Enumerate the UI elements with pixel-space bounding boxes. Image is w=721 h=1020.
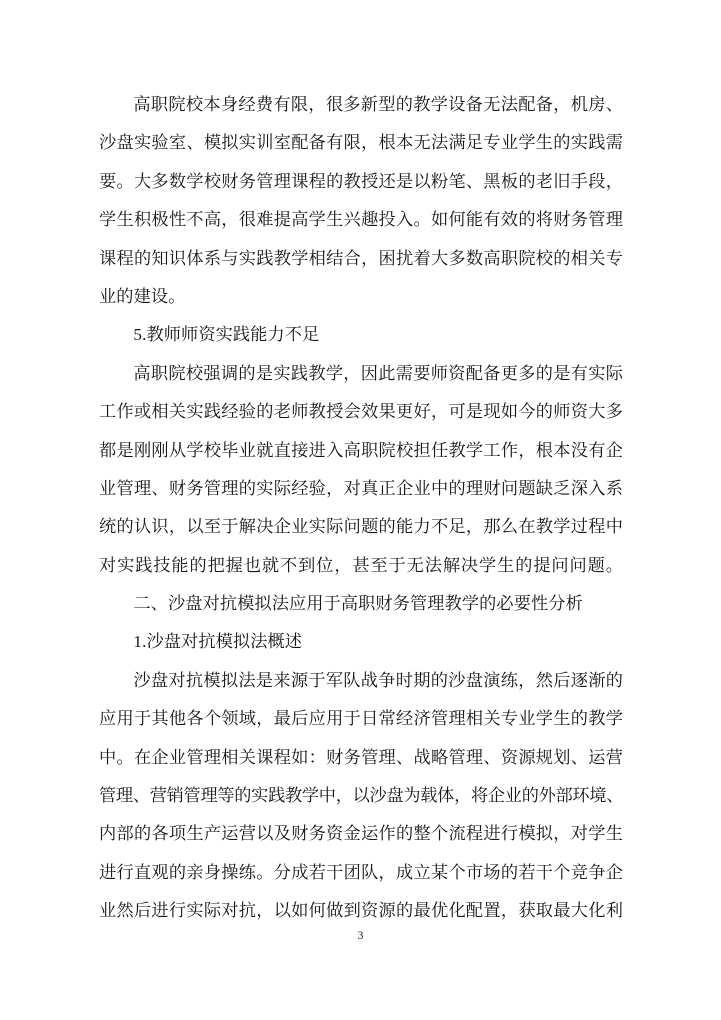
heading-line: 5.教师师资实践能力不足 bbox=[133, 325, 320, 345]
body-text-line: 业然后进行实际对抗，以如何做到资源的最优化配置，获取最大化利 bbox=[99, 901, 623, 921]
body-text-line: 业的建设。 bbox=[99, 286, 186, 306]
heading-line: 1.沙盘对抗模拟法概述 bbox=[133, 632, 303, 652]
body-text-line: 管理、营销管理等的实践教学中，以沙盘为载体，将企业的外部环境、 bbox=[99, 786, 623, 806]
body-text-line: 课程的知识体系与实践教学相结合，困扰着大多数高职院校的相关专 bbox=[99, 248, 623, 268]
body-text-line: 中。在企业管理相关课程如：财务管理、战略管理、资源规划、运营 bbox=[99, 747, 623, 767]
body-text-line: 应用于其他各个领域，最后应用于日常经济管理相关专业学生的教学 bbox=[99, 709, 623, 729]
body-text-line: 高职院校强调的是实践教学，因此需要师资配备更多的是有实际 bbox=[133, 363, 623, 383]
body-text-line: 要。大多数学校财务管理课程的教授还是以粉笔、黑板的老旧手段， bbox=[99, 171, 623, 191]
page-number: 3 bbox=[357, 930, 364, 942]
body-text-line: 沙盘实验室、模拟实训室配备有限，根本无法满足专业学生的实践需 bbox=[99, 133, 623, 153]
body-text-line: 沙盘对抗模拟法是来源于军队战争时期的沙盘演练，然后逐渐的 bbox=[133, 670, 623, 690]
body-text-line: 内部的各项生产运营以及财务资金运作的整个流程进行模拟，对学生 bbox=[99, 824, 623, 844]
text-body bbox=[99, 86, 623, 931]
body-text-line: 工作或相关实践经验的老师教授会效果更好，可是现如今的师资大多 bbox=[99, 402, 623, 422]
heading-line: 二、沙盘对抗模拟法应用于高职财务管理教学的必要性分析 bbox=[133, 594, 583, 614]
body-text-line: 学生积极性不高，很难提高学生兴趣投入。如何能有效的将财务管理 bbox=[99, 210, 623, 230]
body-text-line: 对实践技能的把握也就不到位，甚至于无法解决学生的提问问题。 bbox=[99, 555, 623, 575]
body-text-line: 进行直观的亲身操练。分成若干团队，成立某个市场的若干个竞争企 bbox=[99, 862, 623, 882]
body-text-line: 都是刚刚从学校毕业就直接进入高职院校担任教学工作，根本没有企 bbox=[99, 440, 623, 460]
body-text-line: 统的认识，以至于解决企业实际问题的能力不足，那么在教学过程中 bbox=[99, 517, 623, 537]
body-text-line: 高职院校本身经费有限，很多新型的教学设备无法配备，机房、 bbox=[133, 95, 623, 114]
body-text-line: 业管理、财务管理的实际经验，对真正企业中的理财问题缺乏深入系 bbox=[99, 478, 623, 498]
